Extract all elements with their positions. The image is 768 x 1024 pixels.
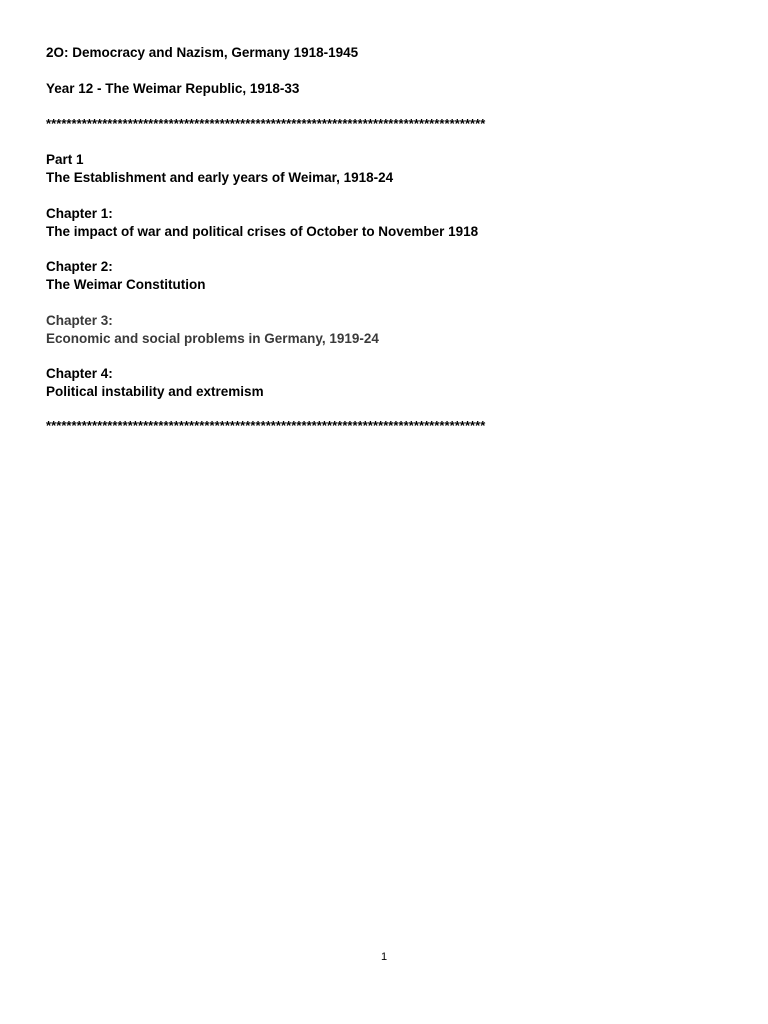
- chapter-3-label: Chapter 3:: [46, 313, 113, 328]
- chapter-4-title: Political instability and extremism: [46, 384, 264, 399]
- part-title: The Establishment and early years of Weimar, 1918-24: [46, 170, 394, 185]
- course-title: 2O: Democracy and Nazism, Germany 1918-1945: [46, 45, 359, 60]
- chapter-2-label: Chapter 2:: [46, 259, 113, 274]
- page-number: 1: [380, 951, 388, 963]
- chapter-1-title: The impact of war and political crises of October to November 1918: [46, 224, 479, 239]
- chapter-4-label: Chapter 4:: [46, 366, 113, 381]
- divider-top: **************************************************************************************: [46, 117, 486, 131]
- chapter-2-title: The Weimar Constitution: [46, 277, 206, 292]
- divider-bottom: **************************************************************************************: [46, 419, 486, 433]
- chapter-3-title: Economic and social problems in Germany, 1919-24: [46, 331, 379, 346]
- chapter-1-label: Chapter 1:: [46, 206, 113, 221]
- part-label: Part 1: [46, 152, 84, 167]
- year-title: Year 12 - The Weimar Republic, 1918-33: [46, 81, 300, 96]
